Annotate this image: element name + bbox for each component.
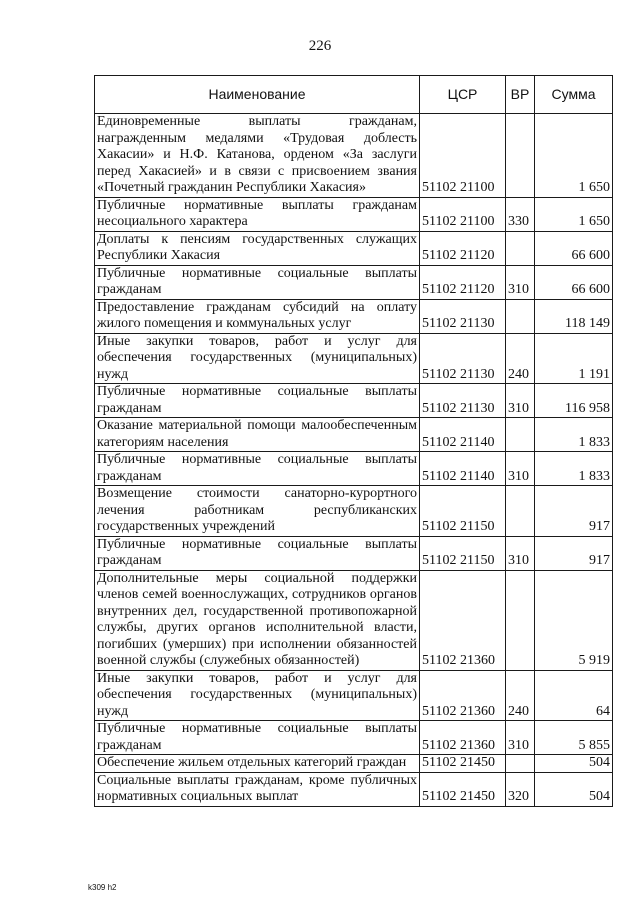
row-sum: 1 833 — [535, 418, 613, 452]
row-sum: 66 600 — [535, 231, 613, 265]
row-csr: 51102 21150 — [420, 536, 506, 570]
row-csr: 51102 21100 — [420, 197, 506, 231]
table-row — [95, 333, 613, 384]
table-row — [95, 670, 613, 721]
row-csr: 51102 21100 — [420, 114, 506, 198]
table-row — [95, 265, 613, 299]
row-name: Иные закупки товаров, работ и услуг для обеспечения государственных (муниципальных) нужд — [95, 670, 420, 721]
row-name: Доплаты к пенсиям государственных служащих Республики Хакасия — [95, 231, 420, 265]
header-name: Наименование — [95, 76, 420, 114]
row-vr: 240 — [506, 670, 535, 721]
row-csr: 51102 21450 — [420, 772, 506, 806]
table-header-row — [95, 76, 613, 114]
table-row — [95, 114, 613, 198]
row-vr — [506, 299, 535, 333]
row-vr: 240 — [506, 333, 535, 384]
row-name: Публичные нормативные социальные выплаты гражданам — [95, 536, 420, 570]
table-row — [95, 299, 613, 333]
row-name: Публичные нормативные социальные выплаты гражданам — [95, 721, 420, 755]
row-name: Возмещение стоимости санаторно-курортного лечения работникам республиканских государственных учреждений — [95, 486, 420, 537]
row-vr: 310 — [506, 721, 535, 755]
table-row — [95, 197, 613, 231]
row-sum: 917 — [535, 486, 613, 537]
row-vr — [506, 114, 535, 198]
row-name: Предоставление гражданам субсидий на оплату жилого помещения и коммунальных услуг — [95, 299, 420, 333]
table-row — [95, 570, 613, 670]
row-name: Социальные выплаты гражданам, кроме публичных нормативных социальных выплат — [95, 772, 420, 806]
row-csr: 51102 21150 — [420, 486, 506, 537]
table-row — [95, 755, 613, 773]
row-csr: 51102 21140 — [420, 452, 506, 486]
row-vr — [506, 486, 535, 537]
row-sum: 504 — [535, 755, 613, 773]
row-sum: 917 — [535, 536, 613, 570]
page-number: 226 — [308, 38, 332, 54]
header-vr: ВР — [506, 76, 535, 114]
row-name: Публичные нормативные социальные выплаты гражданам — [95, 265, 420, 299]
footer-code: k309 h2 — [88, 883, 117, 892]
row-name: Дополнительные меры социальной поддержки членов семей военнослужащих, сотрудников органов внутренних дел, государственной противопожарной службы, других органов исполнительной власти, погибших (умерших) при исполнении обязанностей военной службы (служебных обязанностей) — [95, 570, 420, 670]
row-sum: 66 600 — [535, 265, 613, 299]
row-sum: 116 958 — [535, 384, 613, 418]
row-csr: 51102 21140 — [420, 418, 506, 452]
row-csr: 51102 21130 — [420, 299, 506, 333]
row-vr: 330 — [506, 197, 535, 231]
row-csr: 51102 21120 — [420, 231, 506, 265]
row-name: Единовременные выплаты гражданам, награжденным медалями «Трудовая доблесть Хакасии» и Н.Ф. Катанова, орденом «За заслуги перед Хакасией» и в связи с присвоением звания «Почетный гражданин Республики Хакасия» — [95, 114, 420, 198]
row-csr: 51102 21450 — [420, 755, 506, 773]
row-vr: 310 — [506, 265, 535, 299]
row-sum: 1 191 — [535, 333, 613, 384]
row-name: Публичные нормативные выплаты гражданам несоциального характера — [95, 197, 420, 231]
row-name: Иные закупки товаров, работ и услуг для обеспечения государственных (муниципальных) нужд — [95, 333, 420, 384]
row-sum: 1 833 — [535, 452, 613, 486]
table-row — [95, 418, 613, 452]
row-vr: 310 — [506, 384, 535, 418]
row-vr — [506, 570, 535, 670]
row-sum: 118 149 — [535, 299, 613, 333]
row-sum: 5 919 — [535, 570, 613, 670]
row-vr — [506, 231, 535, 265]
table-row — [95, 384, 613, 418]
row-csr: 51102 21360 — [420, 570, 506, 670]
table-row — [95, 452, 613, 486]
row-csr: 51102 21130 — [420, 384, 506, 418]
row-name: Оказание материальной помощи малообеспеченным категориям населения — [95, 418, 420, 452]
header-sum: Сумма — [535, 76, 613, 114]
table-row — [95, 486, 613, 537]
header-csr: ЦСР — [420, 76, 506, 114]
row-csr: 51102 21130 — [420, 333, 506, 384]
row-sum: 1 650 — [535, 197, 613, 231]
row-vr — [506, 755, 535, 773]
row-vr — [506, 418, 535, 452]
table-row — [95, 721, 613, 755]
table-row — [95, 536, 613, 570]
row-vr: 310 — [506, 452, 535, 486]
row-vr: 310 — [506, 536, 535, 570]
row-sum: 5 855 — [535, 721, 613, 755]
row-csr: 51102 21120 — [420, 265, 506, 299]
row-sum: 1 650 — [535, 114, 613, 198]
budget-table — [94, 75, 613, 807]
table-row — [95, 772, 613, 806]
row-csr: 51102 21360 — [420, 721, 506, 755]
row-name: Обеспечение жильем отдельных категорий граждан — [95, 755, 420, 773]
table-row — [95, 231, 613, 265]
row-name: Публичные нормативные социальные выплаты гражданам — [95, 384, 420, 418]
row-name: Публичные нормативные социальные выплаты гражданам — [95, 452, 420, 486]
row-vr: 320 — [506, 772, 535, 806]
row-sum: 504 — [535, 772, 613, 806]
row-sum: 64 — [535, 670, 613, 721]
row-csr: 51102 21360 — [420, 670, 506, 721]
